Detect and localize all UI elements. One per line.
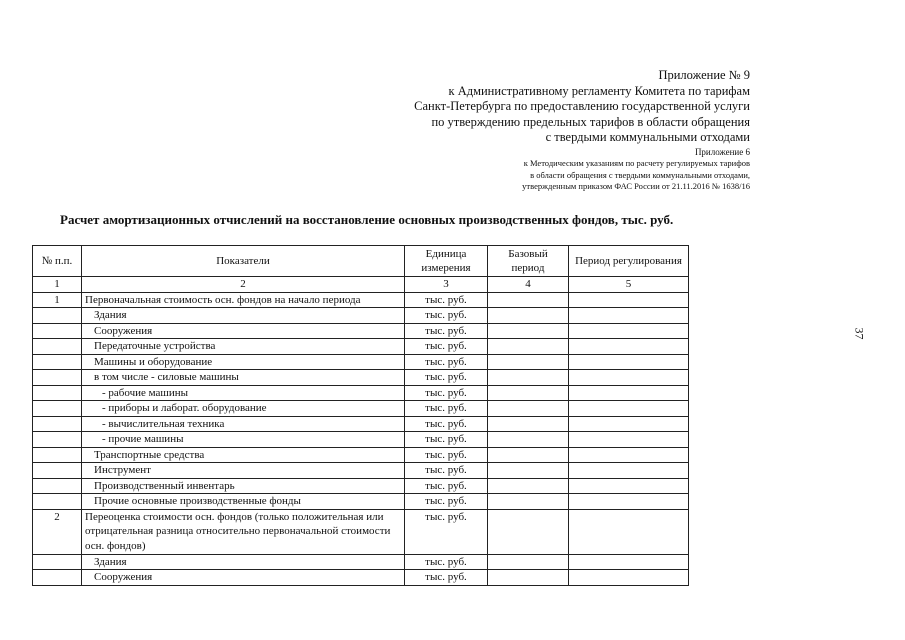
header-regulation-period: Период регулирования [569, 246, 689, 277]
row-number [33, 308, 82, 324]
row-number [33, 447, 82, 463]
regulation-period-cell [569, 509, 689, 554]
unit-cell: тыс. руб. [405, 432, 488, 448]
unit-cell: тыс. руб. [405, 401, 488, 417]
row-number [33, 463, 82, 479]
regulation-period-cell [569, 308, 689, 324]
regulation-period-cell [569, 385, 689, 401]
row-number: 2 [33, 509, 82, 554]
row-number [33, 354, 82, 370]
base-period-cell [488, 554, 569, 570]
column-number-row [33, 277, 689, 293]
column-number: 2 [82, 277, 405, 293]
page-number: 37 [852, 327, 867, 340]
column-number: 5 [569, 277, 689, 293]
regulation-period-cell [569, 401, 689, 417]
indicator-cell: - прочие машины [82, 432, 405, 448]
header-row [33, 246, 689, 277]
base-period-cell [488, 370, 569, 386]
unit-cell: тыс. руб. [405, 570, 488, 586]
regulation-period-cell [569, 554, 689, 570]
indicator-cell: Здания [82, 554, 405, 570]
row-number [33, 416, 82, 432]
unit-cell: тыс. руб. [405, 385, 488, 401]
depreciation-table [32, 245, 689, 586]
table-row [33, 385, 689, 401]
table-row [33, 401, 689, 417]
methodology-line: в области обращения с твердыми коммунальными отходами, [530, 169, 750, 180]
base-period-cell [488, 354, 569, 370]
table-row [33, 354, 689, 370]
indicator-cell: Сооружения [82, 323, 405, 339]
methodology-line: Приложение 6 [694, 146, 750, 157]
table-row [33, 292, 689, 308]
regulation-period-cell [569, 494, 689, 510]
base-period-cell [488, 401, 569, 417]
regulation-period-cell [569, 447, 689, 463]
document-title: Расчет амортизационных отчислений на восстановление основных производственных фондов, тыс. руб. [60, 212, 674, 227]
table-row [33, 370, 689, 386]
unit-cell: тыс. руб. [405, 554, 488, 570]
table-row [33, 478, 689, 494]
base-period-cell [488, 463, 569, 479]
unit-cell: тыс. руб. [405, 354, 488, 370]
indicator-cell: - вычислительная техника [82, 416, 405, 432]
base-period-cell [488, 385, 569, 401]
appendix-line: по утверждению предельных тарифов в области обращения [431, 114, 750, 129]
table-body [33, 292, 689, 585]
unit-cell: тыс. руб. [405, 478, 488, 494]
row-number [33, 385, 82, 401]
unit-cell: тыс. руб. [405, 447, 488, 463]
row-number [33, 370, 82, 386]
base-period-cell [488, 323, 569, 339]
regulation-period-cell [569, 478, 689, 494]
indicator-cell: Здания [82, 308, 405, 324]
base-period-cell [488, 447, 569, 463]
table-row [33, 432, 689, 448]
appendix-line: с твердыми коммунальными отходами [545, 130, 750, 144]
indicator-cell: Первоначальная стоимость осн. фондов на начало периода [82, 292, 405, 308]
unit-cell: тыс. руб. [405, 416, 488, 432]
unit-cell: тыс. руб. [405, 509, 488, 554]
base-period-cell [488, 570, 569, 586]
regulation-period-cell [569, 370, 689, 386]
header-unit: Единица измерения [405, 246, 488, 277]
header-num: № п.п. [33, 246, 82, 277]
regulation-period-cell [569, 570, 689, 586]
table-row [33, 509, 689, 554]
row-number [33, 554, 82, 570]
base-period-cell [488, 432, 569, 448]
unit-cell: тыс. руб. [405, 323, 488, 339]
indicator-cell: Машины и оборудование [82, 354, 405, 370]
table-row [33, 323, 689, 339]
table-row [33, 308, 689, 324]
base-period-cell [488, 339, 569, 355]
base-period-cell [488, 494, 569, 510]
appendix-header [414, 68, 750, 193]
column-number: 1 [33, 277, 82, 293]
header-base-period: Базовый период [488, 246, 569, 277]
regulation-period-cell [569, 354, 689, 370]
appendix-line: Санкт-Петербурга по предоставлению государственной услуги [414, 99, 750, 113]
indicator-cell: - приборы и лаборат. оборудование [82, 401, 405, 417]
appendix-line: Приложение № 9 [658, 68, 750, 82]
indicator-cell: Сооружения [82, 570, 405, 586]
base-period-cell [488, 292, 569, 308]
regulation-period-cell [569, 416, 689, 432]
row-number: 1 [33, 292, 82, 308]
table-row [33, 339, 689, 355]
base-period-cell [488, 509, 569, 554]
row-number [33, 401, 82, 417]
indicator-cell: Инструмент [82, 463, 405, 479]
unit-cell: тыс. руб. [405, 339, 488, 355]
table-row [33, 447, 689, 463]
row-number [33, 323, 82, 339]
unit-cell: тыс. руб. [405, 463, 488, 479]
indicator-cell: Переоценка стоимости осн. фондов (только положительная или отрицательная разница относительно первоначальной стоимости осн. фондов) [82, 509, 405, 554]
column-number: 3 [405, 277, 488, 293]
row-number [33, 339, 82, 355]
table-row [33, 494, 689, 510]
base-period-cell [488, 308, 569, 324]
indicator-cell: - рабочие машины [82, 385, 405, 401]
table-row [33, 554, 689, 570]
row-number [33, 478, 82, 494]
methodology-line: к Методическим указаниям по расчету регулируемых тарифов [523, 158, 750, 168]
column-number: 4 [488, 277, 569, 293]
row-number [33, 432, 82, 448]
table-row [33, 463, 689, 479]
regulation-period-cell [569, 292, 689, 308]
indicator-cell: Передаточные устройства [82, 339, 405, 355]
indicator-cell: Производственный инвентарь [82, 478, 405, 494]
row-number [33, 570, 82, 586]
unit-cell: тыс. руб. [405, 494, 488, 510]
indicator-cell: Транспортные средства [82, 447, 405, 463]
indicator-cell: в том числе - силовые машины [82, 370, 405, 386]
regulation-period-cell [569, 463, 689, 479]
base-period-cell [488, 416, 569, 432]
base-period-cell [488, 478, 569, 494]
header-indicator: Показатели [82, 246, 405, 277]
methodology-line: утвержденным приказом ФАС России от 21.11.2016 № 1638/16 [522, 181, 750, 191]
table-row [33, 416, 689, 432]
unit-cell: тыс. руб. [405, 308, 488, 324]
regulation-period-cell [569, 339, 689, 355]
unit-cell: тыс. руб. [405, 292, 488, 308]
regulation-period-cell [569, 323, 689, 339]
methodology-reference [414, 147, 750, 193]
table-row [33, 570, 689, 586]
regulation-period-cell [569, 432, 689, 448]
unit-cell: тыс. руб. [405, 370, 488, 386]
appendix-line: к Административному регламенту Комитета по тарифам [448, 83, 750, 98]
indicator-cell: Прочие основные производственные фонды [82, 494, 405, 510]
row-number [33, 494, 82, 510]
